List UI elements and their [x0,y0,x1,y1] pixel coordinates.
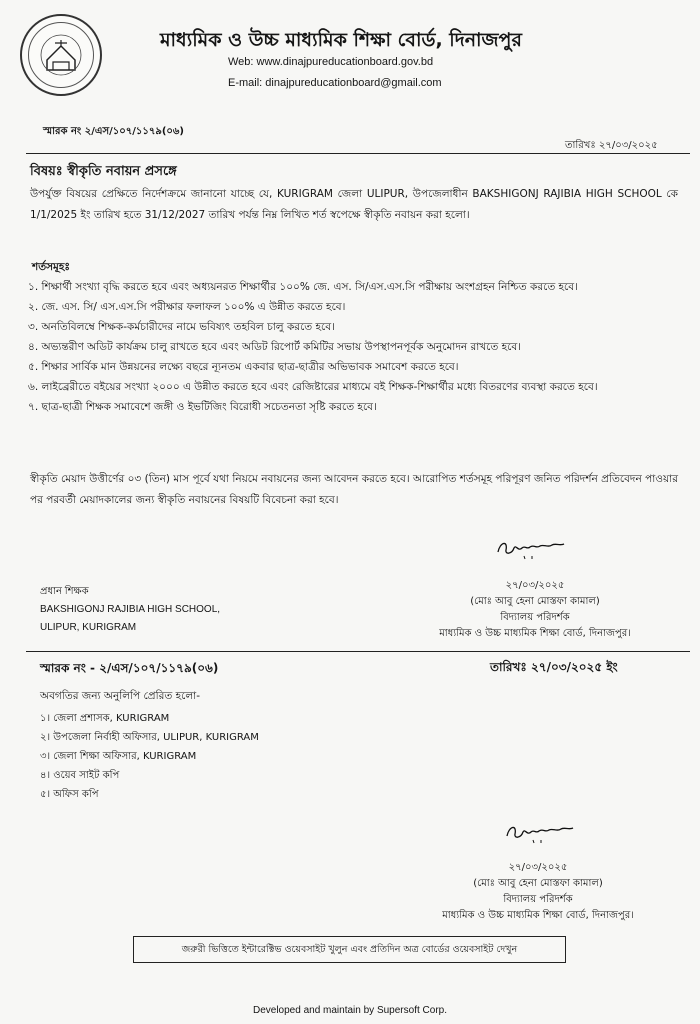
signatory-1-block [420,578,650,642]
condition-item: ৪. অভ্যন্তরীণ অডিট কার্যক্রম চালু রাখতে হবে এবং অডিট রিপোর্ট কমিটির সভায় উপস্থাপনপূর্বক অনুমোদন রাখতে হবে। [28,341,521,353]
signature-2 [503,820,577,844]
condition-item: ৩. অনতিবিলম্বে শিক্ষক-কর্মচারীদের নামে ভবিষ্যৎ তহবিল চালু করতে হবে। [28,321,335,333]
section-divider [26,651,690,652]
signatory-2-designation: বিদ্যালয় পরিদর্শক [503,894,573,905]
signatory-1-date: ২৭/০৩/২০২৫ [505,580,565,591]
condition-item: ২. জে. এস. সি/ এস.এস.সি পরীক্ষার ফলাফল ১০০% এ উন্নীত করতে হবে। [28,301,346,313]
signatory-2-block [423,860,653,924]
copy-recipient-item: ৫। অফিস কপি [40,789,99,800]
copy-recipient-item: ২। উপজেলা নির্বাহী অফিসার, ULIPUR, KURIGRAM [40,732,259,743]
letter-subject: বিষয়ঃ স্বীকৃতি নবায়ন প্রসঙ্গে [30,164,177,179]
letter-closing: স্বীকৃতি মেয়াদ উত্তীর্ণের ০৩ (তিন) মাস পূর্বে যথা নিয়মে নবায়নের জন্য আবেদন করতে হবে। আরোপিত শর্তসমূহ পরিপূরণ জনিত পরিদর্শন প্রতিবেদন পাওয়ার পর পরবর্তী মেয়াদকালের জন্য স্বীকৃতি নবায়নের বিষয়টি বিবেচনা করা হবে। [30,473,678,506]
recipient-school: BAKSHIGONJ RAJIBIA HIGH SCHOOL, [40,604,221,615]
letter-intro: উপর্যুক্ত বিষয়ের প্রেক্ষিতে নির্দেশক্রমে জানানো যাচ্ছে যে, KURIGRAM জেলা ULIPUR, উপজেলাধীন BAKSHIGONJ RAJIBIA HIGH SCHOOL কে 1/1/2025 ইং তারিখ হতে 31/12/2027 তারিখ পর্যন্ত নিম্ন লিখিত শর্ত স্বপেক্ষে স্বীকৃতি নবায়ন করা হলো। [30,188,678,221]
memo-date: তারিখঃ ২৭/০৩/২০২৫ [565,140,658,151]
seal-emblem-icon [22,16,100,94]
recipient-block [40,583,220,637]
condition-item: ৫. শিক্ষার সার্বিক মান উন্নয়নের লক্ষ্যে বছরে ন্যূনতম একবার ছাত্র-ছাত্রীর অভিভাবক সমাবেশ করতে হবে। [28,361,459,373]
conditions-list [28,277,668,417]
signatory-1-name: (মোঃ আবু হেনা মোস্তফা কামাল) [470,596,600,607]
signatory-2-date: ২৭/০৩/২০২৫ [508,862,568,873]
signatory-2-office: মাধ্যমিক ও উচ্চ মাধ্যমিক শিক্ষা বোর্ড, দিনাজপুর। [442,910,634,921]
header-divider [26,153,690,154]
board-seal [20,14,102,96]
footer-credit: Developed and maintain by Supersoft Corp. [252,1005,447,1016]
signatory-2-name: (মোঃ আবু হেনা মোস্তফা কামাল) [473,878,603,889]
conditions-title: শর্তসমূহঃ [32,261,70,273]
signatory-1-office: মাধ্যমিক ও উচ্চ মাধ্যমিক শিক্ষা বোর্ড, দিনাজপুর। [439,628,631,639]
copy-memo-number: স্মারক নং - ২/এস/১০৭/১১৭৯(০৬) [40,661,219,675]
website-link[interactable]: Web: www.dinajpureducationboard.gov.bd [228,56,434,68]
copy-recipients-list [40,709,259,804]
copy-intro: অবগতির জন্য অনুলিপি প্রেরিত হলো- [40,690,201,702]
board-name: মাধ্যমিক ও উচ্চ মাধ্যমিক শিক্ষা বোর্ড, দিনাজপুর [160,29,522,51]
condition-item: ৬. লাইব্রেরীতে বইয়ের সংখ্যা ২০০০ এ উন্নীত করতে হবে এবং রেজিষ্টারের মাধ্যমে বই শিক্ষক-শিক্ষার্থীর মধ্যে বিতরণের ব্যবস্থা করতে হবে। [28,381,598,393]
website-notice-box: জরুরী ভিত্তিতে ইন্টারেক্টিভ ওয়েবসাইট খুলুন এবং প্রতিদিন অত্র বোর্ডের ওয়েবসাইট দেখুন [133,936,566,963]
copy-memo-date: তারিখঃ ২৭/০৩/২০২৫ ইং [490,660,618,674]
signature-1 [494,536,568,560]
signatory-1-designation: বিদ্যালয় পরিদর্শক [500,612,570,623]
condition-item: ১. শিক্ষার্থী সংখ্যা বৃদ্ধি করতে হবে এবং অধ্যয়নরত শিক্ষার্থীর ১০০% জে. এস. সি/এস.এস.সি পরীক্ষায় অংশগ্রহন নিশ্চিত করতে হবে। [28,281,578,293]
condition-item: ৭. ছাত্র-ছাত্রী শিক্ষক সমাবেশে জঙ্গী ও ইভটিজিং বিরোধী সচেতনতা সৃষ্টি করতে হবে। [28,401,377,413]
memo-number: স্মারক নং ২/এস/১০৭/১১৭৯(০৬) [43,126,184,137]
recipient-address: ULIPUR, KURIGRAM [40,622,137,633]
email-link[interactable]: E-mail: dinajpureducationboard@gmail.com [228,77,442,89]
recipient-title: প্রধান শিক্ষক [40,586,89,597]
copy-recipient-item: ৪। ওয়েব সাইট কপি [40,770,120,781]
copy-recipient-item: ৩। জেলা শিক্ষা অফিসার, KURIGRAM [40,751,197,762]
copy-recipient-item: ১। জেলা প্রশাসক, KURIGRAM [40,713,170,724]
